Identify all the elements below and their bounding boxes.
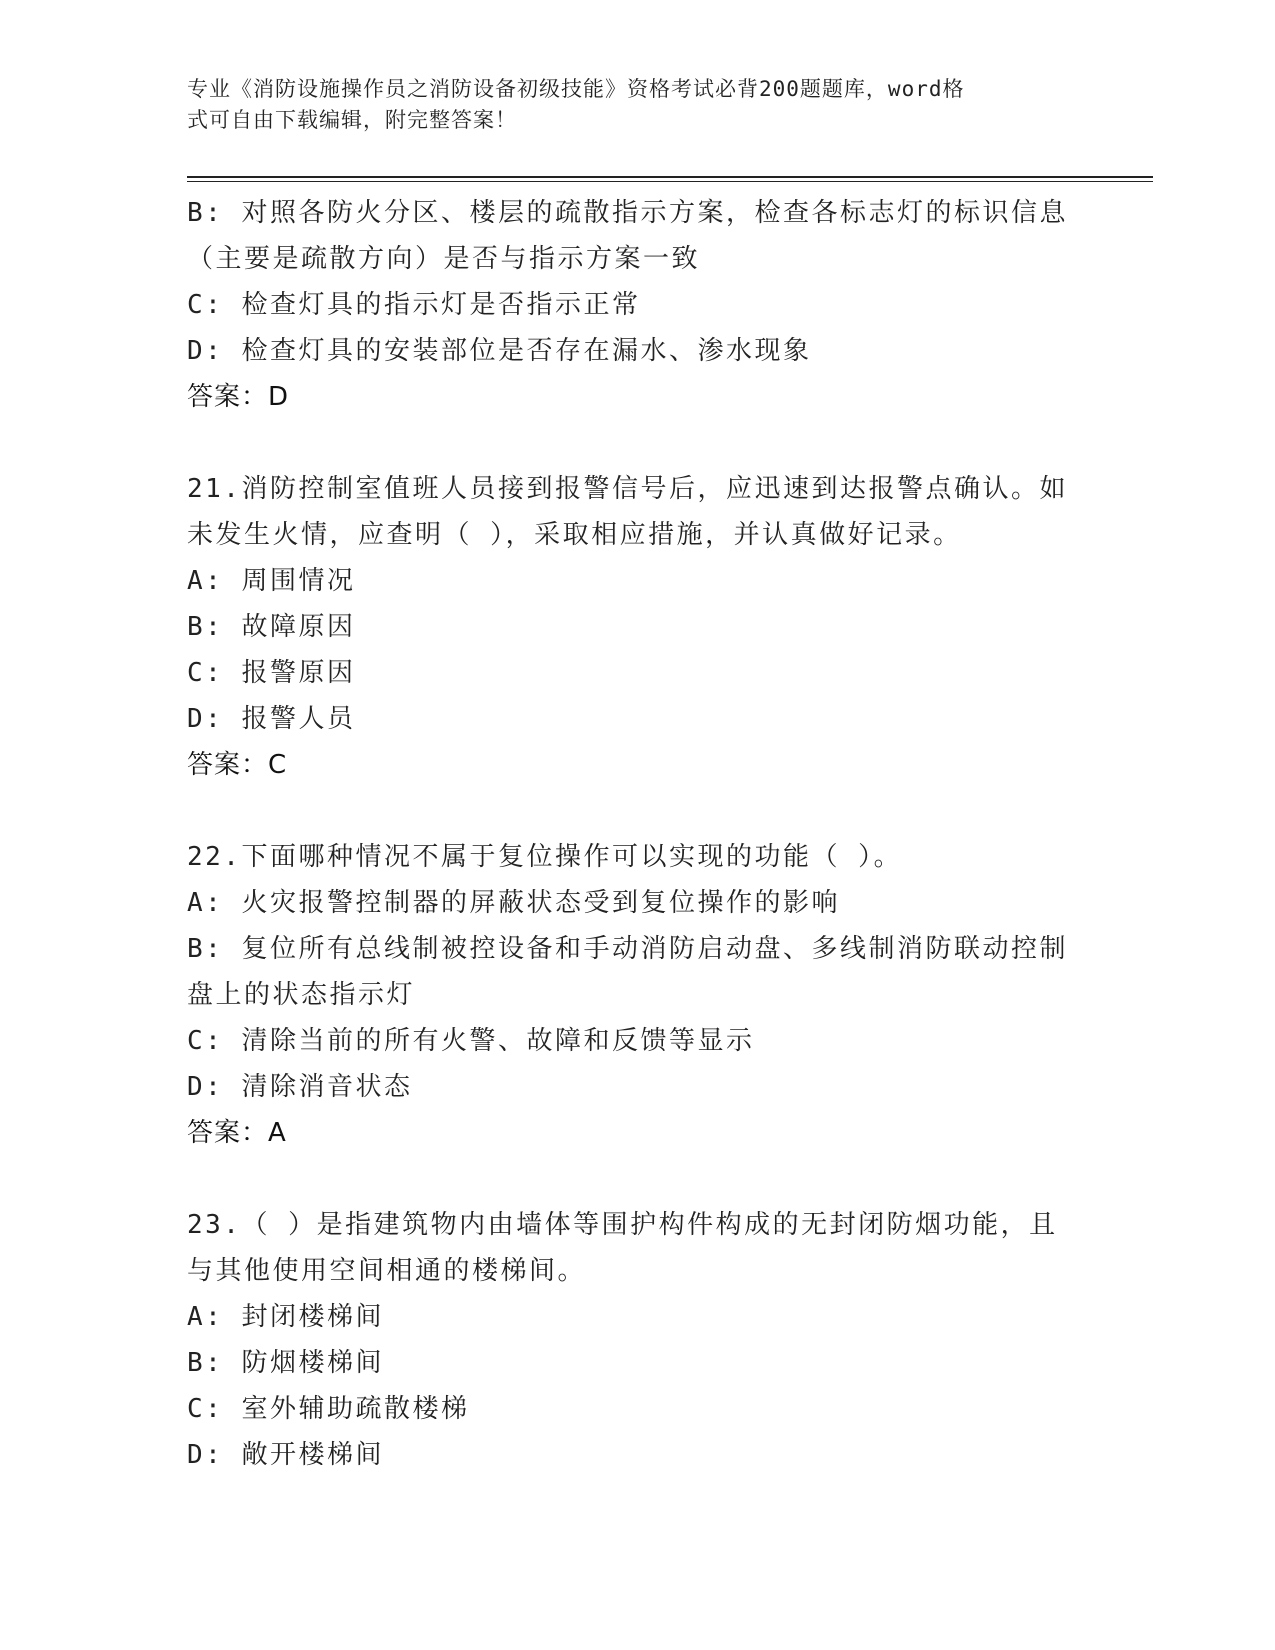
option-c: C: 检查灯具的指示灯是否指示正常 [187, 290, 641, 320]
question-block-21 [187, 466, 1087, 788]
option-d: D: 报警人员 [187, 704, 356, 734]
question-stem-line-1: 23.（ ）是指建筑物内由墙体等围护构件构成的无封闭防烟功能，且 [187, 1210, 1058, 1240]
header-line-1: 专业《消防设施操作员之消防设备初级技能》资格考试必背200题题库，word格 [187, 77, 965, 101]
option-a: A: 封闭楼梯间 [187, 1302, 384, 1332]
option-c: C: 室外辅助疏散楼梯 [187, 1394, 470, 1424]
answer-label: 答案：C [187, 750, 288, 780]
spacer [187, 1156, 1087, 1202]
spacer [187, 788, 1087, 834]
answer-label: 答案：D [187, 382, 290, 412]
question-stem-line-2: 与其他使用空间相通的楼梯间。 [187, 1256, 587, 1286]
option-b: B: 故障原因 [187, 612, 356, 642]
option-b: B: 防烟楼梯间 [187, 1348, 384, 1378]
question-stem-line-1: 21.消防控制室值班人员接到报警信号后，应迅速到达报警点确认。如 [187, 474, 1068, 504]
option-b-line-1: B: 对照各防火分区、楼层的疏散指示方案，检查各标志灯的标识信息 [187, 198, 1068, 228]
question-stem-line-2: 未发生火情，应查明（ ），采取相应措施，并认真做好记录。 [187, 520, 962, 550]
option-c: C: 清除当前的所有火警、故障和反馈等显示 [187, 1026, 755, 1056]
option-c: C: 报警原因 [187, 658, 356, 688]
spacer [187, 420, 1087, 466]
option-b-line-1: B: 复位所有总线制被控设备和手动消防启动盘、多线制消防联动控制 [187, 934, 1068, 964]
header-line-2: 式可自由下载编辑，附完整答案！ [187, 108, 517, 132]
option-a: A: 周围情况 [187, 566, 356, 596]
option-a: A: 火灾报警控制器的屏蔽状态受到复位操作的影响 [187, 888, 840, 918]
question-stem-line-1: 22.下面哪种情况不属于复位操作可以实现的功能（ ）。 [187, 842, 903, 872]
option-d: D: 敞开楼梯间 [187, 1440, 384, 1470]
option-b-line-2: （主要是疏散方向）是否与指示方案一致 [187, 244, 701, 274]
question-block-23 [187, 1202, 1087, 1478]
option-d: D: 清除消音状态 [187, 1072, 413, 1102]
question-block-20 [187, 190, 1087, 420]
question-block-22 [187, 834, 1087, 1156]
answer-label: 答案：A [187, 1118, 287, 1148]
document-header [187, 74, 1067, 136]
question-content [187, 190, 1087, 1478]
header-divider-thin [187, 181, 1153, 182]
header-divider-thick [187, 176, 1153, 178]
option-d: D: 检查灯具的安装部位是否存在漏水、渗水现象 [187, 336, 812, 366]
option-b-line-2: 盘上的状态指示灯 [187, 980, 416, 1010]
